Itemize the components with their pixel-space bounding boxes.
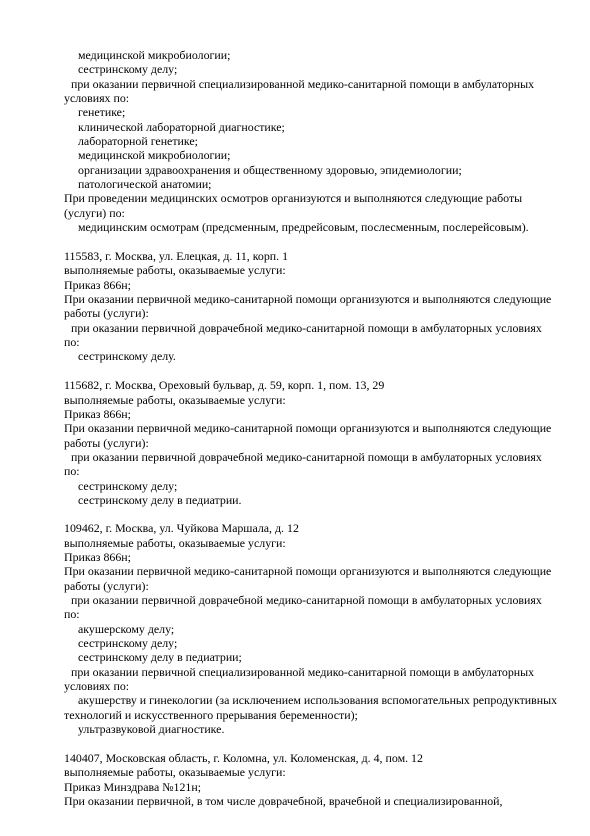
- text-line: Приказ Минздрава №121н;: [64, 780, 202, 794]
- text-line: выполняемые работы, оказываемые услуги:: [64, 263, 286, 277]
- text-line: Приказ 866н;: [64, 550, 131, 564]
- text-line: работы (услуги):: [64, 579, 149, 593]
- text-line: сестринскому делу в педиатрии;: [78, 650, 242, 664]
- text-line: выполняемые работы, оказываемые услуги:: [64, 393, 286, 407]
- text-line: работы (услуги):: [64, 306, 149, 320]
- text-line: ультразвуковой диагностике.: [78, 722, 225, 736]
- text-line: при оказании первичной доврачебной медико-санитарной помощи в амбулаторных условиях: [71, 321, 542, 335]
- text-line: медицинской микробиологии;: [78, 48, 231, 62]
- text-line: патологической анатомии;: [78, 177, 212, 191]
- text-line: по:: [64, 464, 80, 478]
- text-line: сестринскому делу;: [78, 479, 178, 493]
- text-line: Приказ 866н;: [64, 407, 131, 421]
- text-line: выполняемые работы, оказываемые услуги:: [64, 765, 286, 779]
- text-line: при оказании первичной специализированной медико-санитарной помощи в амбулаторных: [71, 665, 535, 679]
- text-line: сестринскому делу;: [78, 62, 178, 76]
- text-line: акушерству и гинекологии (за исключением использования вспомогательных репродуктивных: [78, 693, 558, 707]
- address-heading: 115583, г. Москва, ул. Елецкая, д. 11, корп. 1: [64, 249, 289, 263]
- text-line: клинической лабораторной диагностике;: [78, 120, 285, 134]
- text-line: При оказании первичной медико-санитарной помощи организуются и выполняются следующие: [64, 421, 552, 435]
- text-line: медицинским осмотрам (предсменным, предрейсовым, послесменным, послерейсовым).: [78, 220, 529, 234]
- text-line: При оказании первичной медико-санитарной помощи организуются и выполняются следующие: [64, 564, 552, 578]
- text-line: выполняемые работы, оказываемые услуги:: [64, 536, 286, 550]
- text-line: при оказании первичной доврачебной медико-санитарной помощи в амбулаторных условиях: [71, 450, 542, 464]
- text-line: сестринскому делу в педиатрии.: [78, 493, 242, 507]
- text-line: При оказании первичной, в том числе доврачебной, врачебной и специализированной,: [64, 794, 503, 808]
- text-line: Приказ 866н;: [64, 278, 131, 292]
- text-line: акушерскому делу;: [78, 622, 175, 636]
- text-line: медицинской микробиологии;: [78, 148, 231, 162]
- text-line: условиях по:: [64, 679, 130, 693]
- text-line: при оказании первичной специализированной медико-санитарной помощи в амбулаторных: [71, 77, 535, 91]
- text-line: сестринскому делу.: [78, 349, 176, 363]
- address-heading: 115682, г. Москва, Ореховый бульвар, д. 59, корп. 1, пом. 13, 29: [64, 378, 385, 392]
- address-heading: 140407, Московская область, г. Коломна, ул. Коломенская, д. 4, пом. 12: [64, 751, 423, 765]
- text-line: сестринскому делу;: [78, 636, 178, 650]
- text-line: по:: [64, 607, 80, 621]
- text-line: лабораторной генетике;: [78, 134, 198, 148]
- address-heading: 109462, г. Москва, ул. Чуйкова Маршала, д. 12: [64, 521, 299, 535]
- text-line: (услуги) по:: [64, 206, 125, 220]
- text-line: генетике;: [78, 105, 126, 119]
- text-line: При проведении медицинских осмотров организуются и выполняются следующие работы: [64, 191, 523, 205]
- text-line: организации здравоохранения и общественному здоровью, эпидемиологии;: [78, 163, 462, 177]
- text-line: технологий и искусственного прерывания беременности);: [64, 708, 358, 722]
- text-line: При оказании первичной медико-санитарной помощи организуются и выполняются следующие: [64, 292, 552, 306]
- text-line: условиях по:: [64, 91, 130, 105]
- text-line: работы (услуги):: [64, 436, 149, 450]
- text-line: по:: [64, 335, 80, 349]
- text-line: при оказании первичной доврачебной медико-санитарной помощи в амбулаторных условиях: [71, 593, 542, 607]
